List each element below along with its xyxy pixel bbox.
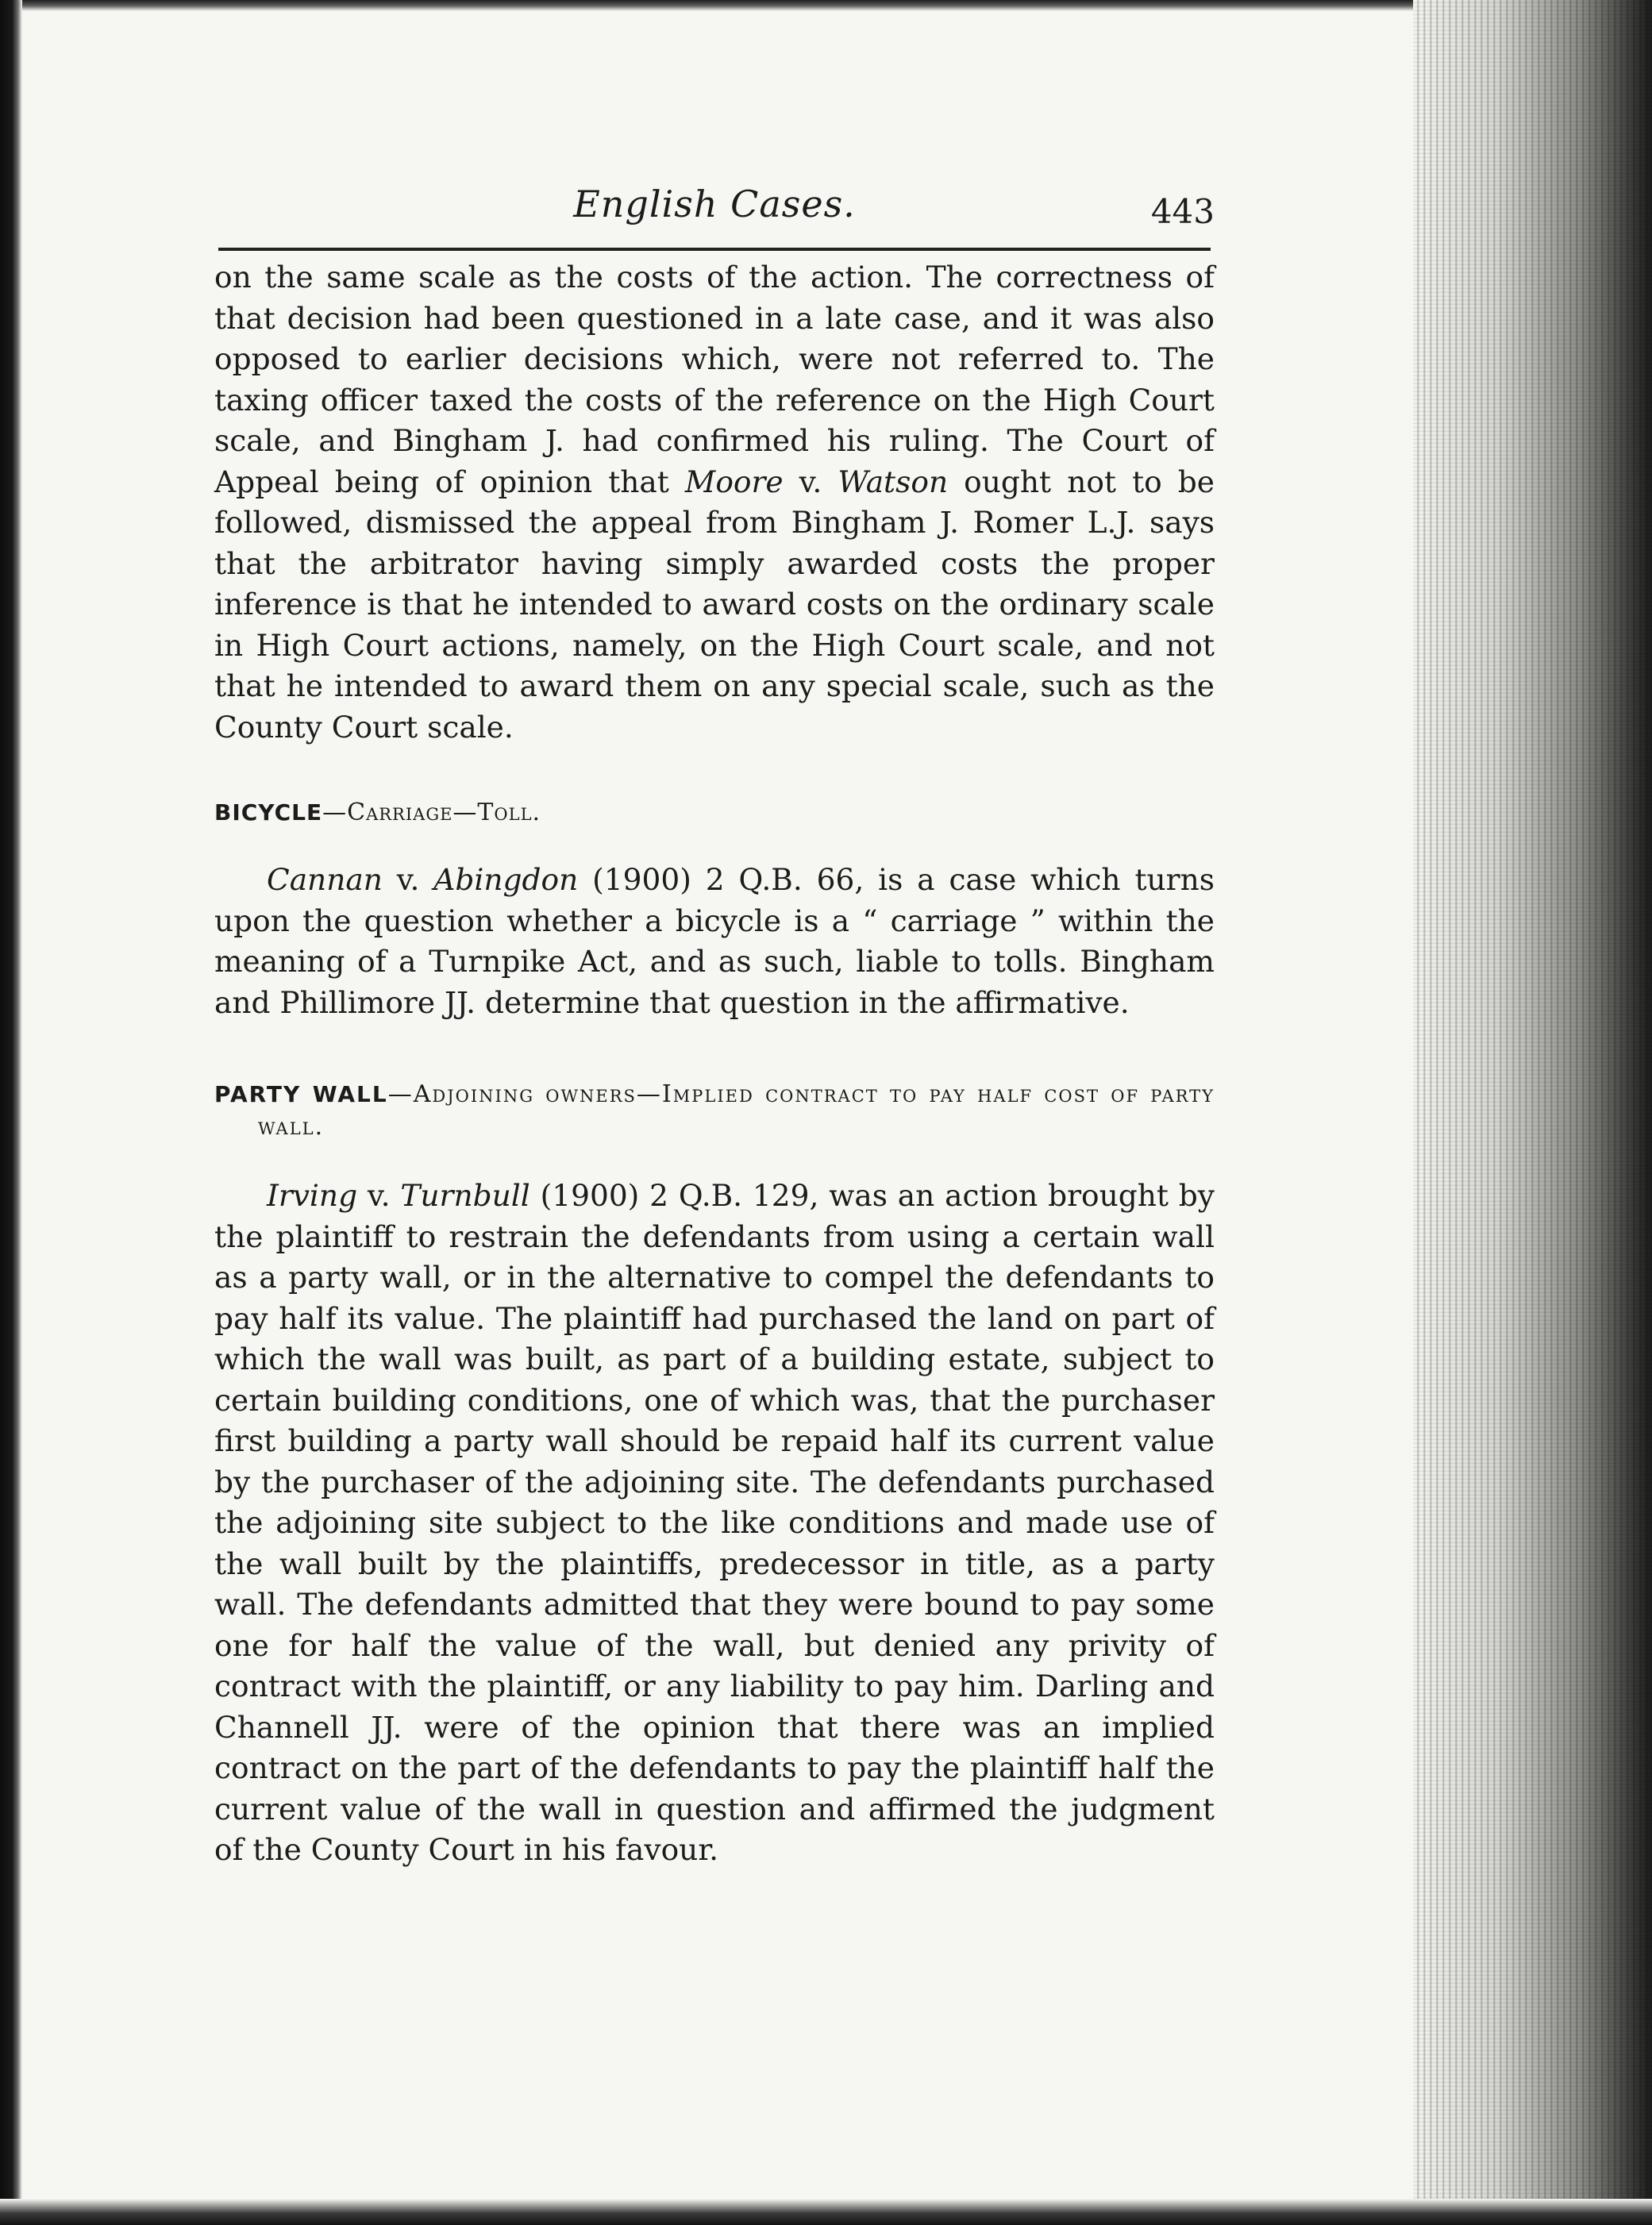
versus: v. bbox=[357, 1178, 401, 1213]
running-title: English Cases. bbox=[573, 183, 856, 225]
continued-paragraph bbox=[214, 257, 1215, 748]
scan-top-edge bbox=[0, 0, 1652, 11]
paragraph-text: ought not to be followed, dismissed the appeal from Bingham J. Romer L.J. says that the arbitrator having simply awarded costs the proper inference is that he intended to award costs on the ordinary scale in High Court actions, namely, on the High Court scale, and not that he intended to award them on any special scale, such as the County Court scale. bbox=[214, 464, 1215, 745]
book-spine-shadow bbox=[0, 0, 22, 2225]
page-stack-edge bbox=[1413, 0, 1652, 2225]
heading-subtopics: —Carriage—Toll. bbox=[322, 799, 541, 826]
heading-subtopics: —Adjoining owners—Implied contract to pay half cost of party wall. bbox=[258, 1080, 1215, 1141]
book-page bbox=[214, 159, 1215, 1871]
running-head bbox=[214, 159, 1215, 246]
case-name-party-a: Cannan bbox=[267, 862, 383, 897]
heading-main: PARTY WALL bbox=[214, 1081, 388, 1107]
case-paragraph-bicycle bbox=[214, 860, 1215, 1023]
case-name-party-b: Watson bbox=[838, 464, 949, 499]
page-body bbox=[214, 257, 1215, 1871]
versus: v. bbox=[783, 464, 838, 499]
paragraph-text: on the same scale as the costs of the action. The correctness of that decision had been questioned in a late case, and it was also opposed to earlier decisions which, were not referred to. The taxing officer taxed the costs of the reference on the High Court scale, and Bingham J. had confirmed his ruling. The Court of Appeal being of opinion that bbox=[214, 260, 1215, 499]
scan-bottom-edge bbox=[0, 2199, 1652, 2225]
case-name-party-b: Turnbull bbox=[400, 1178, 530, 1213]
case-paragraph-party-wall bbox=[214, 1176, 1215, 1871]
paragraph-text: (1900) 2 Q.B. 66, is a case which turns upon the question whether a bicycle is a “ carriage ” within the meaning of a Turnpike Act, and as such, liable to tolls. Bingham and Phillimore JJ. determine that question in the affirmative. bbox=[214, 862, 1215, 1020]
versus: v. bbox=[382, 862, 434, 897]
page-number: 443 bbox=[1150, 192, 1215, 231]
section-heading-party-wall bbox=[214, 1079, 1215, 1144]
header-rule bbox=[218, 248, 1211, 251]
heading-main: BICYCLE bbox=[214, 799, 323, 826]
paragraph-text: (1900) 2 Q.B. 129, was an action brought by the plaintiff to restrain the defendants from using a certain wall as a party wall, or in the alternative to compel the defendants to pay half its value. The plaintiff had purchased the land on part of which the wall was built, as part of a building estate, subject to certain building conditions, one of which was, that the purchaser first building a party wall should be repaid half its current value by the purchaser of the adjoining site. The defendants purchased the adjoining site subject to the like conditions and made use of the wall built by the plaintiffs, predecessor in title, as a party wall. The defendants admitted that they were bound to pay some one for half the value of the wall, but denied any privity of contract with the plaintiff, or any liability to pay him. Darling and Channell JJ. were of the opinion that there was an implied contract on the part of the defendants to pay the plaintiff half the current value of the wall in question and affirmed the judgment of the County Court in his favour. bbox=[214, 1178, 1215, 1867]
case-name-party-a: Irving bbox=[267, 1178, 358, 1213]
case-name-party-b: Abingdon bbox=[433, 862, 579, 897]
case-name-party-a: Moore bbox=[684, 464, 784, 499]
section-heading-bicycle bbox=[214, 797, 1215, 830]
